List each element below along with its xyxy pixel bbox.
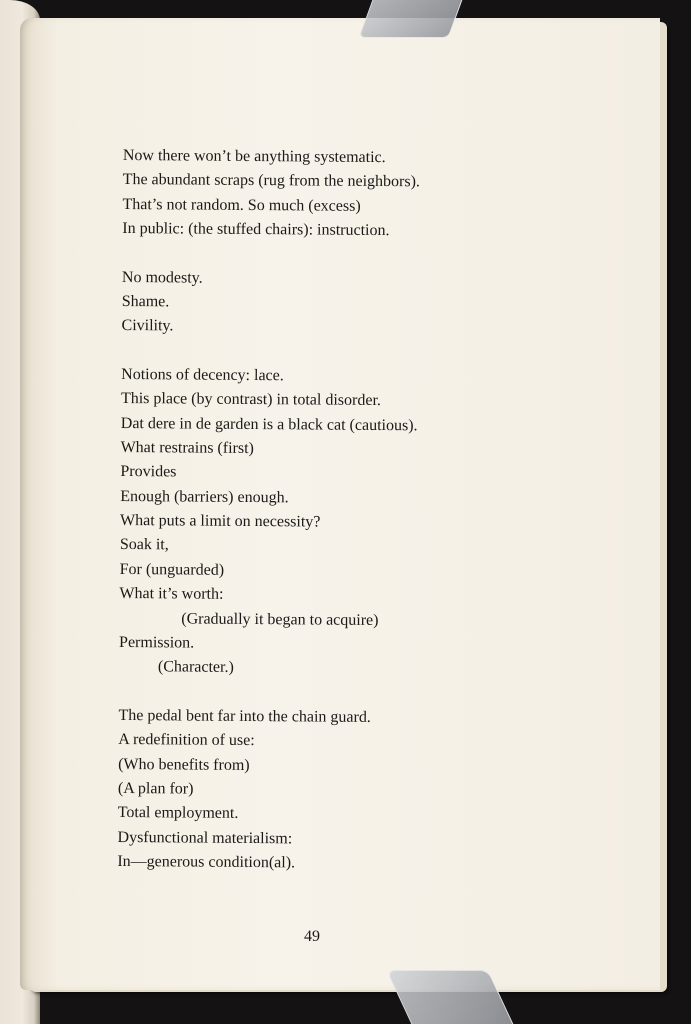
- poem-body: [117, 144, 623, 878]
- poem-line: (Who benefits from): [118, 755, 250, 774]
- poem-line: The pedal bent far into the chain guard.: [118, 706, 371, 726]
- poem-line: What it’s worth:: [119, 585, 224, 604]
- poem-line: (Gradually it began to acquire): [181, 610, 379, 629]
- poem-line: No modesty.: [121, 268, 203, 287]
- poem-line: What restrains (first): [120, 438, 254, 457]
- poem-line: Civility.: [121, 317, 174, 335]
- poem-line: Permission.: [119, 634, 195, 652]
- poem-line: Dysfunctional materialism:: [117, 828, 293, 848]
- poem-line: Notions of decency: lace.: [121, 365, 284, 385]
- poem-line: In—generous condition(al).: [117, 853, 296, 872]
- book-page: [20, 18, 660, 990]
- poem-line: Total employment.: [117, 804, 239, 823]
- poem-line: Provides: [120, 463, 177, 481]
- poem-line: A redefinition of use:: [118, 731, 255, 750]
- poem-line: For (unguarded): [119, 560, 225, 579]
- page-number: 49: [304, 928, 320, 945]
- poem-line: Soak it,: [119, 536, 169, 554]
- poem-line: Dat dere in de garden is a black cat (cautious).: [120, 414, 418, 434]
- poem-line: (Character.): [157, 658, 234, 677]
- poem-line: Now there won’t be anything systematic.: [122, 146, 386, 167]
- poem-line: The abundant scraps (rug from the neighbors).: [122, 171, 421, 191]
- poem-line: (A plan for): [117, 779, 194, 798]
- poem-line: Shame.: [121, 292, 170, 311]
- poem-line: Enough (barriers) enough.: [120, 487, 289, 506]
- poem-line: That’s not random. So much (excess): [122, 195, 361, 215]
- poem-line: What puts a limit on necessity?: [119, 512, 321, 531]
- poem-line: This place (by contrast) in total disorder.: [120, 390, 381, 410]
- poem-line: In public: (the stuffed chairs): instruction.: [122, 220, 390, 240]
